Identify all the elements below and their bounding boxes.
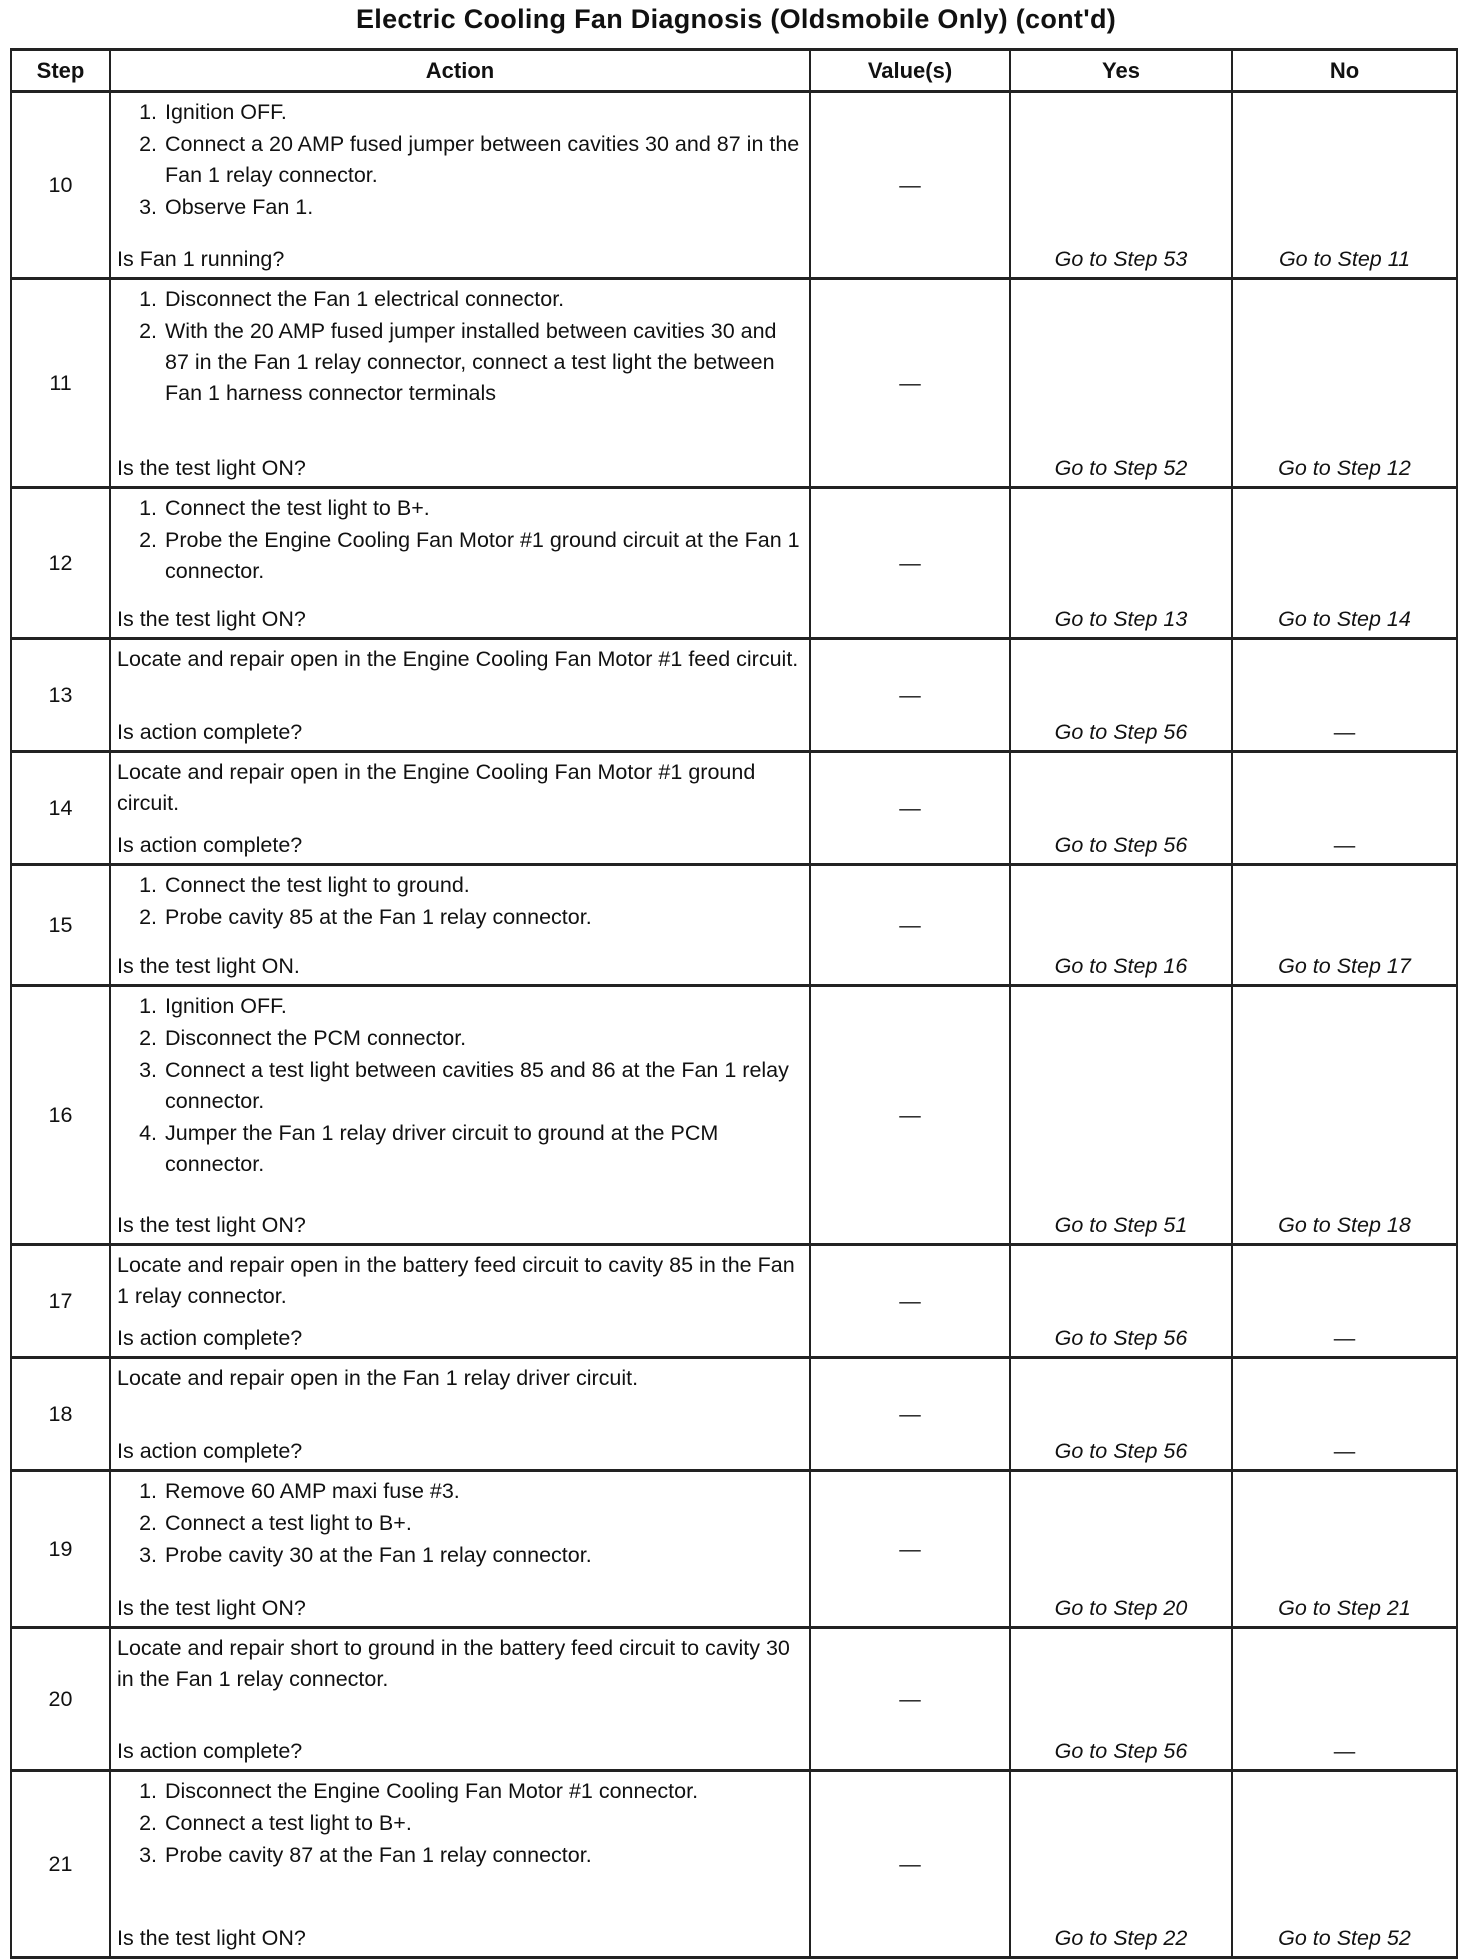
no-result: —: [1232, 639, 1457, 752]
step-number: 21: [11, 1771, 110, 1958]
step-number: 17: [11, 1245, 110, 1358]
action-text: Locate and repair short to ground in the battery feed circuit to cavity 30 in the Fan 1 relay connector.: [117, 1636, 790, 1691]
action-cell: [110, 639, 810, 752]
action-step: [163, 1476, 803, 1507]
action-step-text: 3. Connect a test light between cavities 85 and 86 at the Fan 1 relay connector.: [165, 1058, 789, 1113]
value-cell: —: [810, 752, 1010, 865]
yes-result: Go to Step 16: [1010, 865, 1232, 986]
value-cell: —: [810, 1245, 1010, 1358]
action-cell: [110, 1471, 810, 1628]
value-cell: —: [810, 865, 1010, 986]
action-question: Is action complete?: [117, 1739, 303, 1763]
value-cell: —: [810, 488, 1010, 639]
table-row: [11, 752, 1457, 865]
action-steps-list: [117, 870, 803, 933]
action-cell: [110, 1628, 810, 1771]
yes-result: Go to Step 56: [1010, 639, 1232, 752]
no-result: Go to Step 17: [1232, 865, 1457, 986]
table-row: [11, 92, 1457, 279]
step-number: 14: [11, 752, 110, 865]
no-result: Go to Step 52: [1232, 1771, 1457, 1958]
action-step: [163, 1840, 803, 1871]
no-result: Go to Step 18: [1232, 986, 1457, 1245]
header-yes: Yes: [1010, 50, 1232, 92]
page-title: Electric Cooling Fan Diagnosis (Oldsmobile Only) (cont'd): [355, 4, 1117, 34]
action-question: Is the test light ON.: [117, 954, 300, 978]
action-step: [163, 1776, 803, 1807]
no-result: —: [1232, 1358, 1457, 1471]
no-result: —: [1232, 1245, 1457, 1358]
action-step: [163, 1118, 803, 1180]
action-cell: [110, 1771, 810, 1958]
action-cell: [110, 279, 810, 488]
no-result: Go to Step 11: [1232, 92, 1457, 279]
action-cell: [110, 1358, 810, 1471]
value-cell: —: [810, 92, 1010, 279]
action-question: Is the test light ON?: [117, 607, 306, 631]
header-no: No: [1232, 50, 1457, 92]
table-row: [11, 865, 1457, 986]
table-row: [11, 986, 1457, 1245]
no-result: Go to Step 21: [1232, 1471, 1457, 1628]
action-step-text: 2. Connect a test light to B+.: [165, 1511, 412, 1535]
action-question: Is the test light ON?: [117, 1926, 306, 1950]
no-result: Go to Step 12: [1232, 279, 1457, 488]
table-row: [11, 1471, 1457, 1628]
action-question: Is action complete?: [117, 1326, 303, 1350]
yes-result: Go to Step 53: [1010, 92, 1232, 279]
value-cell: —: [810, 639, 1010, 752]
yes-result: Go to Step 22: [1010, 1771, 1232, 1958]
action-step: [163, 1023, 803, 1054]
action-step-text: 1. Ignition OFF.: [165, 100, 287, 124]
yes-result: Go to Step 51: [1010, 986, 1232, 1245]
yes-result: Go to Step 56: [1010, 1245, 1232, 1358]
action-steps-list: [117, 493, 803, 587]
action-cell: [110, 865, 810, 986]
action-cell: [110, 1245, 810, 1358]
table-row: [11, 639, 1457, 752]
action-cell: [110, 92, 810, 279]
action-step-text: 2. Connect a 20 AMP fused jumper between cavities 30 and 87 in the Fan 1 relay connector.: [165, 132, 800, 187]
value-cell: —: [810, 279, 1010, 488]
no-result: —: [1232, 752, 1457, 865]
value-cell: —: [810, 1771, 1010, 1958]
value-cell: —: [810, 1628, 1010, 1771]
action-text: Locate and repair open in the Engine Cooling Fan Motor #1 feed circuit.: [117, 647, 799, 671]
yes-result: Go to Step 56: [1010, 1358, 1232, 1471]
action-question: Is the test light ON?: [117, 456, 306, 480]
action-step-text: 1. Disconnect the Engine Cooling Fan Motor #1 connector.: [165, 1779, 699, 1803]
diagnosis-table: [10, 48, 1458, 1959]
action-question: Is action complete?: [117, 1439, 303, 1463]
action-steps-list: [117, 991, 803, 1180]
action-step: [163, 991, 803, 1022]
action-step-text: 2. Connect a test light to B+.: [165, 1811, 412, 1835]
no-result: —: [1232, 1628, 1457, 1771]
action-cell: [110, 488, 810, 639]
action-steps-list: [117, 1776, 803, 1871]
value-cell: —: [810, 986, 1010, 1245]
action-steps-list: [117, 1476, 803, 1571]
action-step: [163, 1508, 803, 1539]
action-cell: [110, 986, 810, 1245]
action-step: [163, 1540, 803, 1571]
step-number: 18: [11, 1358, 110, 1471]
action-step-text: 2. Probe the Engine Cooling Fan Motor #1 ground circuit at the Fan 1 connector.: [165, 528, 800, 583]
action-step: [163, 1055, 803, 1117]
table-row: [11, 279, 1457, 488]
action-text: Locate and repair open in the Engine Cooling Fan Motor #1 ground circuit.: [117, 760, 756, 815]
step-number: 16: [11, 986, 110, 1245]
table-row: [11, 1245, 1457, 1358]
header-row: [11, 50, 1457, 92]
action-question: Is action complete?: [117, 833, 303, 857]
action-step: [163, 493, 803, 524]
action-step-text: 2. With the 20 AMP fused jumper installed between cavities 30 and 87 in the Fan 1 relay connector, connect a test light the between Fan 1 harness connector terminals: [165, 319, 777, 405]
action-step: [163, 97, 803, 128]
no-result: Go to Step 14: [1232, 488, 1457, 639]
value-cell: —: [810, 1471, 1010, 1628]
step-number: 12: [11, 488, 110, 639]
action-step: [163, 284, 803, 315]
action-question: Is the test light ON?: [117, 1213, 306, 1237]
header-action: Action: [110, 50, 810, 92]
table-row: [11, 1358, 1457, 1471]
action-step-text: 3. Probe cavity 87 at the Fan 1 relay connector.: [165, 1843, 592, 1867]
action-step: [163, 870, 803, 901]
action-step-text: 1. Connect the test light to B+.: [165, 496, 430, 520]
action-step-text: 1. Disconnect the Fan 1 electrical connector.: [165, 287, 565, 311]
yes-result: Go to Step 13: [1010, 488, 1232, 639]
header-step: Step: [11, 50, 110, 92]
table-row: [11, 488, 1457, 639]
step-number: 13: [11, 639, 110, 752]
header-values: Value(s): [810, 50, 1010, 92]
action-steps-list: [117, 284, 803, 409]
step-number: 19: [11, 1471, 110, 1628]
action-question: Is action complete?: [117, 720, 303, 744]
table-row: [11, 1771, 1457, 1958]
action-step: [163, 192, 803, 223]
yes-result: Go to Step 20: [1010, 1471, 1232, 1628]
action-text: Locate and repair open in the battery feed circuit to cavity 85 in the Fan 1 relay connector.: [117, 1253, 795, 1308]
step-number: 15: [11, 865, 110, 986]
action-step: [163, 129, 803, 191]
yes-result: Go to Step 56: [1010, 752, 1232, 865]
action-step-text: 2. Probe cavity 85 at the Fan 1 relay connector.: [165, 905, 592, 929]
action-step-text: 1. Connect the test light to ground.: [165, 873, 470, 897]
action-step-text: 2. Disconnect the PCM connector.: [165, 1026, 467, 1050]
table-row: [11, 1628, 1457, 1771]
action-question: Is the test light ON?: [117, 1596, 306, 1620]
action-question: Is Fan 1 running?: [117, 247, 285, 271]
step-number: 11: [11, 279, 110, 488]
yes-result: Go to Step 56: [1010, 1628, 1232, 1771]
action-step-text: 4. Jumper the Fan 1 relay driver circuit to ground at the PCM connector.: [165, 1121, 719, 1176]
action-step: [163, 316, 803, 409]
value-cell: —: [810, 1358, 1010, 1471]
action-steps-list: [117, 97, 803, 223]
action-step-text: 3. Probe cavity 30 at the Fan 1 relay connector.: [165, 1543, 592, 1567]
action-step: [163, 902, 803, 933]
action-cell: [110, 752, 810, 865]
action-text: Locate and repair open in the Fan 1 relay driver circuit.: [117, 1366, 639, 1390]
step-number: 10: [11, 92, 110, 279]
action-step: [163, 525, 803, 587]
yes-result: Go to Step 52: [1010, 279, 1232, 488]
action-step: [163, 1808, 803, 1839]
action-step-text: 1. Remove 60 AMP maxi fuse #3.: [165, 1479, 460, 1503]
action-step-text: 1. Ignition OFF.: [165, 994, 287, 1018]
step-number: 20: [11, 1628, 110, 1771]
action-step-text: 3. Observe Fan 1.: [165, 195, 314, 219]
